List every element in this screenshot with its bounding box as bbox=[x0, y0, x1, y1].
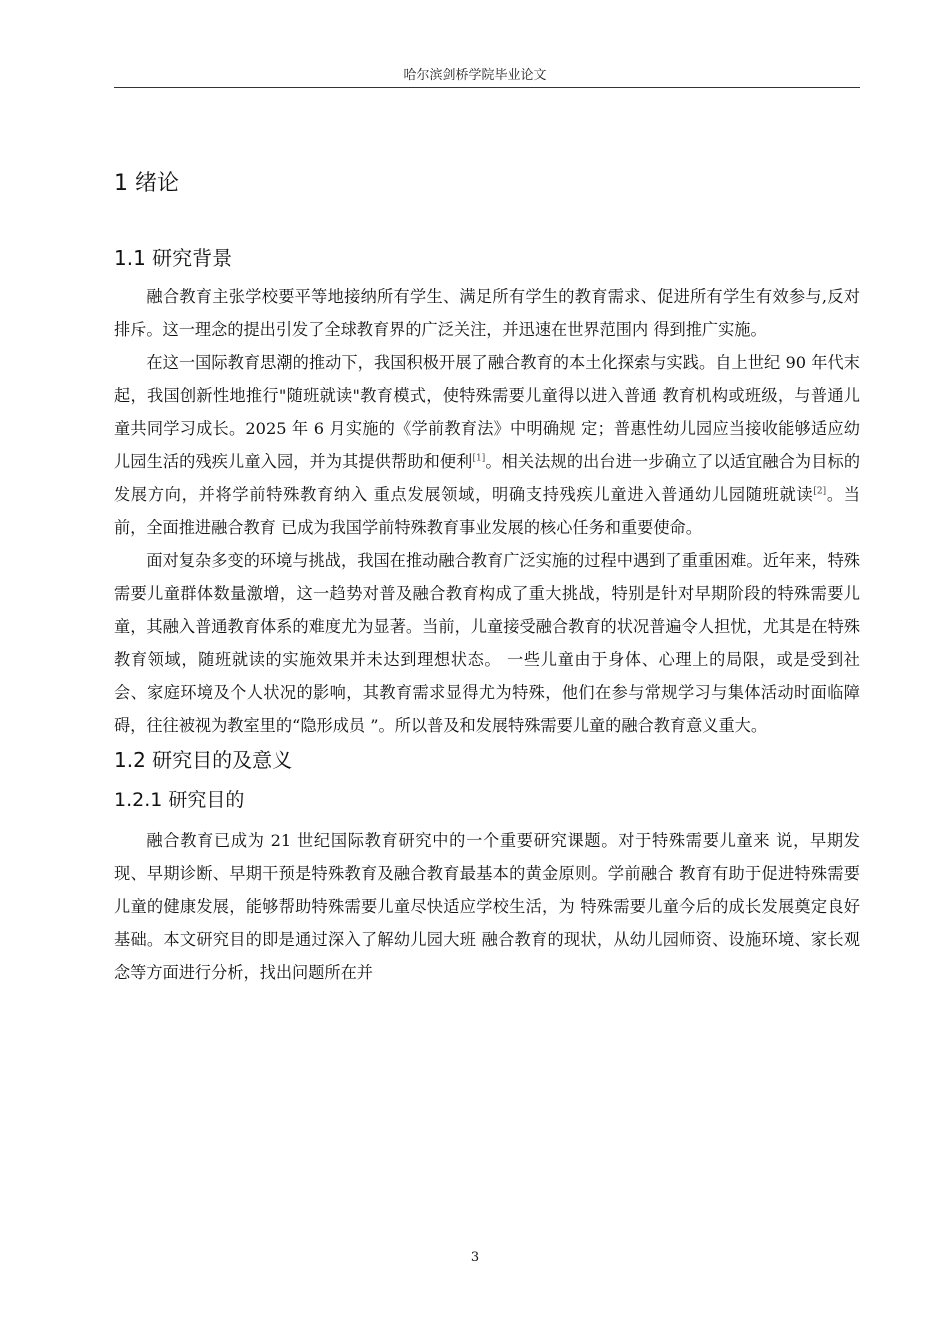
paragraph-2-part-c: 。当前，全面推进融合教育 已成为我国学前特殊教育事业发展的核心任务和重要使命。 bbox=[114, 485, 860, 537]
chapter-heading: 1 绪论 bbox=[114, 171, 179, 196]
citation-ref-2[interactable]: [2] bbox=[813, 486, 827, 497]
paragraph-2-part-a: 在这一国际教育思潮的推动下，我国积极开展了融合教育的本土化探索与实践。自上世纪 90 年代末起，我国创新性地推行"随班就读"教育模式，使特殊需要儿童得以进入普通 教育机构或班级，与普通儿童共同学习成长。2025 年 6 月实施的《学前教育法》中明确规 定；普惠性幼儿园应当接收能够适应幼儿园生活的残疾儿童入园，并为其提供帮助和便利 bbox=[114, 353, 860, 471]
paragraph-2-part-b: 。相关法规的出台进一步确立了以适宜融合为目标的发展方向，并将学前特殊教育纳入 重点发展领域，明确支持残疾儿童进入普通幼儿园随班就读 bbox=[114, 452, 861, 504]
page-number: 3 bbox=[470, 1250, 480, 1265]
subsection-heading-1-2-1: 1.2.1 研究目的 bbox=[114, 789, 245, 811]
page-header-title: 哈尔滨剑桥学院毕业论文 bbox=[403, 68, 547, 83]
paragraph-2 bbox=[114, 346, 860, 544]
document-body bbox=[114, 152, 860, 989]
paragraph-3: 面对复杂多变的环境与挑战，我国在推动融合教育广泛实施的过程中遇到了重重困难。近年来，特殊需要儿童群体数量激增，这一趋势对普及融合教育构成了重大挑战，特别是针对早期阶段的特殊需要儿童，其融入普通教育体系的难度尤为显著。当前，儿童接受融合教育的状况普遍令人担忧，尤其是在特殊教育领域，随班就读的实施效果并未达到理想状态。 一些儿童由于身体、心理上的局限，或是受到社会、家庭环境及个人状况的影响，其教育需求显得尤为特殊，他们在参与常规学习与集体活动时面临障碍，往往被视为教室里的“隐形成员 ”。所以普及和发展特殊需要儿童的融合教育意义重大。 bbox=[114, 551, 860, 735]
header-divider bbox=[114, 87, 860, 88]
citation-ref-1[interactable]: [1] bbox=[472, 453, 486, 464]
paragraph-4: 融合教育已成为 21 世纪国际教育研究中的一个重要研究课题。对于特殊需要儿童来 说，早期发现、早期诊断、早期干预是特殊教育及融合教育最基本的黄金原则。学前融合 教育有助于促进特殊需要儿童的健康发展，能够帮助特殊需要儿童尽快适应学校生活，为 特殊需要儿童今后的成长发展奠定良好基础。本文研究目的即是通过深入了解幼儿园大班 融合教育的现状，从幼儿园师资、设施环境、家长观念等方面进行分析，找出问题所在并 bbox=[114, 831, 860, 982]
section-heading-1-1: 1.1 研究背景 bbox=[114, 246, 233, 270]
paragraph-1: 融合教育主张学校要平等地接纳所有学生、满足所有学生的教育需求、促进所有学生有效参与,反对排斥。这一理念的提出引发了全球教育界的广泛关注，并迅速在世界范围内 得到推广实施。 bbox=[114, 287, 860, 339]
section-heading-1-2: 1.2 研究目的及意义 bbox=[114, 748, 293, 772]
